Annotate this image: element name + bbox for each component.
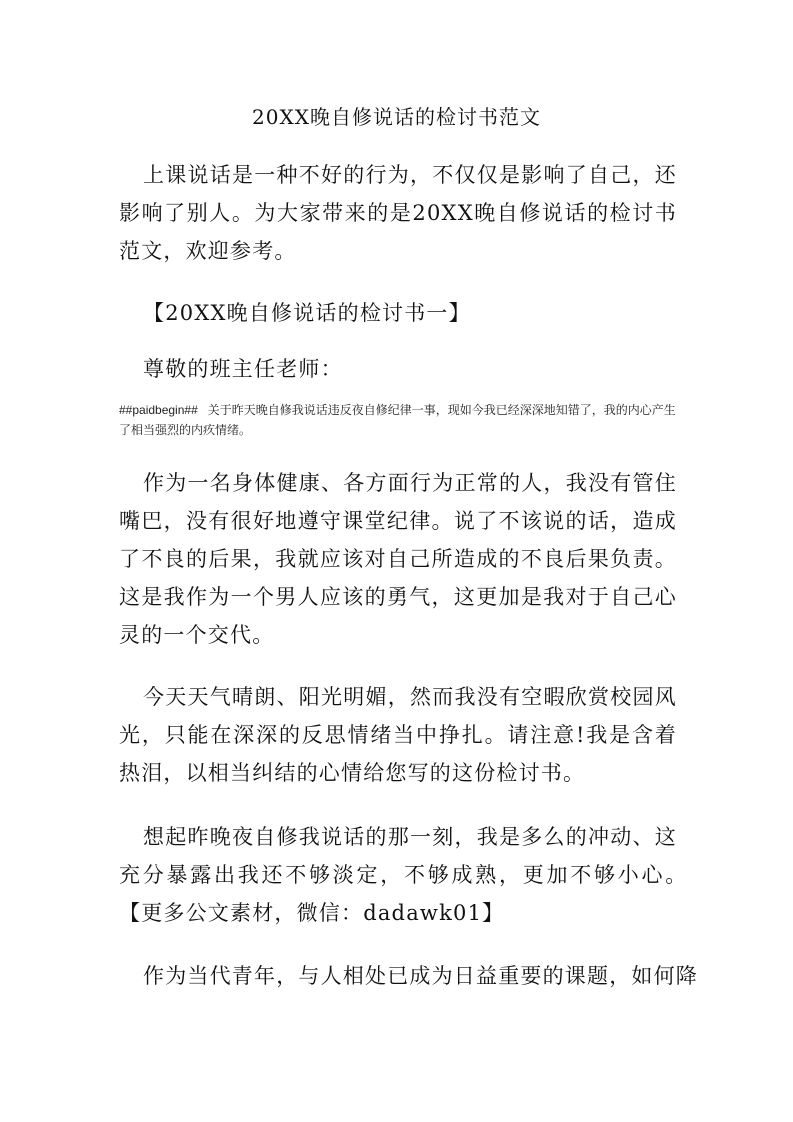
body-paragraph-1: 作为一名身体健康、各方面行为正常的人，我没有管住嘴巴，没有很好地遵守课堂纪律。说了不该说的话，造成了不良的后果，我就应该对自己所造成的不良后果负责。这是我作为一个男人应该的勇气，这更加是我对于自己心灵的一个交代。 (119, 471, 677, 647)
body-paragraph-3: 想起昨晚夜自修我说话的那一刻，我是多么的冲动、这充分暴露出我还不够淡定，不够成熟，更加不够小心。 【更多公文素材，微信：dadawk01】 (119, 825, 700, 925)
intro-paragraph: 上课说话是一种不好的行为，不仅仅是影响了自己，还影响了别人。为大家带来的是20XX晚自修说话的检讨书范文，欢迎参考。 (119, 163, 677, 263)
salutation: 尊敬的班主任老师： (143, 357, 343, 381)
body-paragraph-2: 今天天气晴朗、阳光明媚，然而我没有空暇欣赏校园风光，只能在深深的反思情绪当中挣扎。请注意!我是含着热泪，以相当纠结的心情给您写的这份检讨书。 (119, 685, 677, 785)
paid-note (119, 400, 677, 440)
section-heading: 【20XX晚自修说话的检讨书一】 (143, 301, 471, 325)
body-paragraph-4: 作为当代青年，与人相处已成为日益重要的课题，如何降 (143, 964, 698, 988)
document-title: 20XX晚自修说话的检讨书范文 (252, 105, 541, 129)
paid-marker: ##paidbegin## (119, 403, 198, 417)
paid-note-text: 关于昨天晚自修我说话违反夜自修纪律一事，现如今我已经深深地知错了，我的内心产生了相当强烈的内疚情绪。 (119, 403, 676, 437)
